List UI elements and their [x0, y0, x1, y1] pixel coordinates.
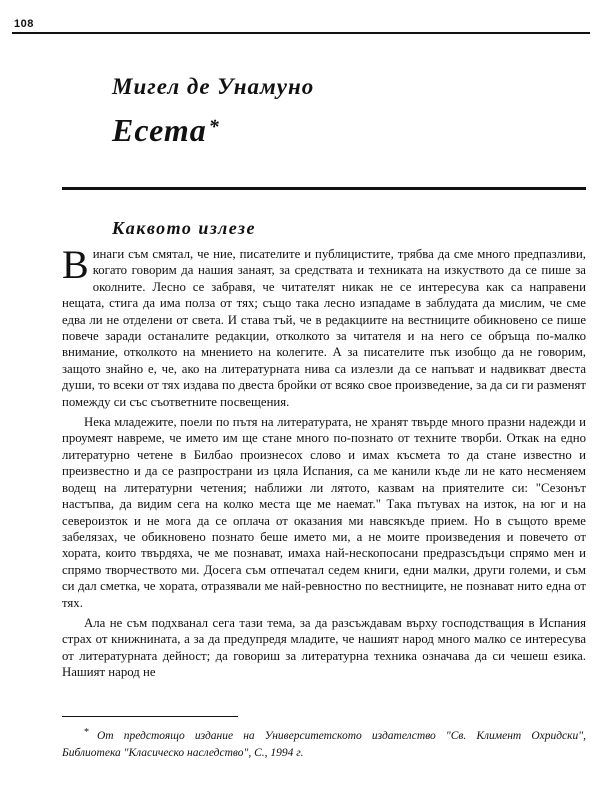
paragraph-3: Ала не съм подхванал сега тази тема, за да разсъждавам върху господстващия в Испания страх от книжнината, а за да предупредя младите, че нашият народ много малко се интересува от литературната дейност; да говориш за литературна техника означава да си чешеш езика. Нашият народ не	[62, 615, 586, 680]
title-rule	[62, 187, 586, 190]
essay-title	[112, 112, 220, 149]
title-footnote-marker: *	[208, 116, 220, 138]
footnote-text: От предстоящо издание на Университетското издателство "Св. Климент Охридски", Библиотека "Класическо наследство", С., 1994 г.	[62, 730, 586, 759]
footnote	[62, 728, 586, 761]
page-number: 108	[14, 18, 34, 30]
footnote-rule	[62, 716, 238, 717]
paragraph-2: Нека младежите, поели по пътя на литературата, не хранят твърде много празни надежди и проумеят навреме, че името им ще стане много по-познато от техните творби. Откак на едно литературно четене в Билбао произнесох слово и имах късмета то да стане известно и преизвестно и да се разпространи из цяла Испания, са ме канили къде ли не като несменяем водещ на литературни четения; наближи ли лятото, казвам на приятелите си: "Сезонът настъпва, да видим сега на колко места ще ме наемат." Така пътувах на изток, на юг и на североизток и не мога да се оплача от оказания ми навсякъде прием. Но в същото време забелязах, че обикновено познато беше името ми, а не моите произведения и повечето от хората, които твърдяха, че ме познават, имаха най-нескопосани предразсъдъци спрямо мен и спрямо творчеството ми. Досега съм отпечатал седем книги, едни малки, други големи, и съм си дал сметка, че хората, отразявали ме най-ревностно по вестниците, не познават нито една от тях.	[62, 415, 586, 610]
author-name: Мигел де Унамуно	[112, 74, 315, 99]
footnote-marker: *	[84, 727, 89, 738]
drop-cap: В	[62, 242, 89, 287]
essay-title-text: Есета	[112, 112, 207, 148]
body-text	[62, 242, 586, 685]
section-heading: Каквото излезе	[112, 218, 256, 238]
paragraph-1-text: инаги съм смятал, че ние, писателите и публицистите, трябва да сме много предпазливи, когато говорим да нашия занаят, за средствата и техниката на изкуството да се пише за околните. Лесно се забравя, че читателят никак не се интересува как са направени нещата, стига да има полза от тях; също така лесно изпадаме в заблудата да мислим, че сме едва ли не отделени от света. И става тъй, че в редакциите на вестниците обикновено се пише повече заради останалите редакции, отколкото за читателя и на него се обръща по-малко внимание, отколкото на мнението на колегите. А за писателите пък изобщо да не говорим, защото знайно е, че, ако на литературната нива са излезли да се напъват и надвикват двеста души, то всеки от тях издава по двеста бройки от всяко свое произведение, за да си ги разменят помежду си със съответните посвещения.	[62, 247, 586, 409]
paragraph-1	[62, 242, 586, 410]
header-rule	[12, 32, 590, 34]
